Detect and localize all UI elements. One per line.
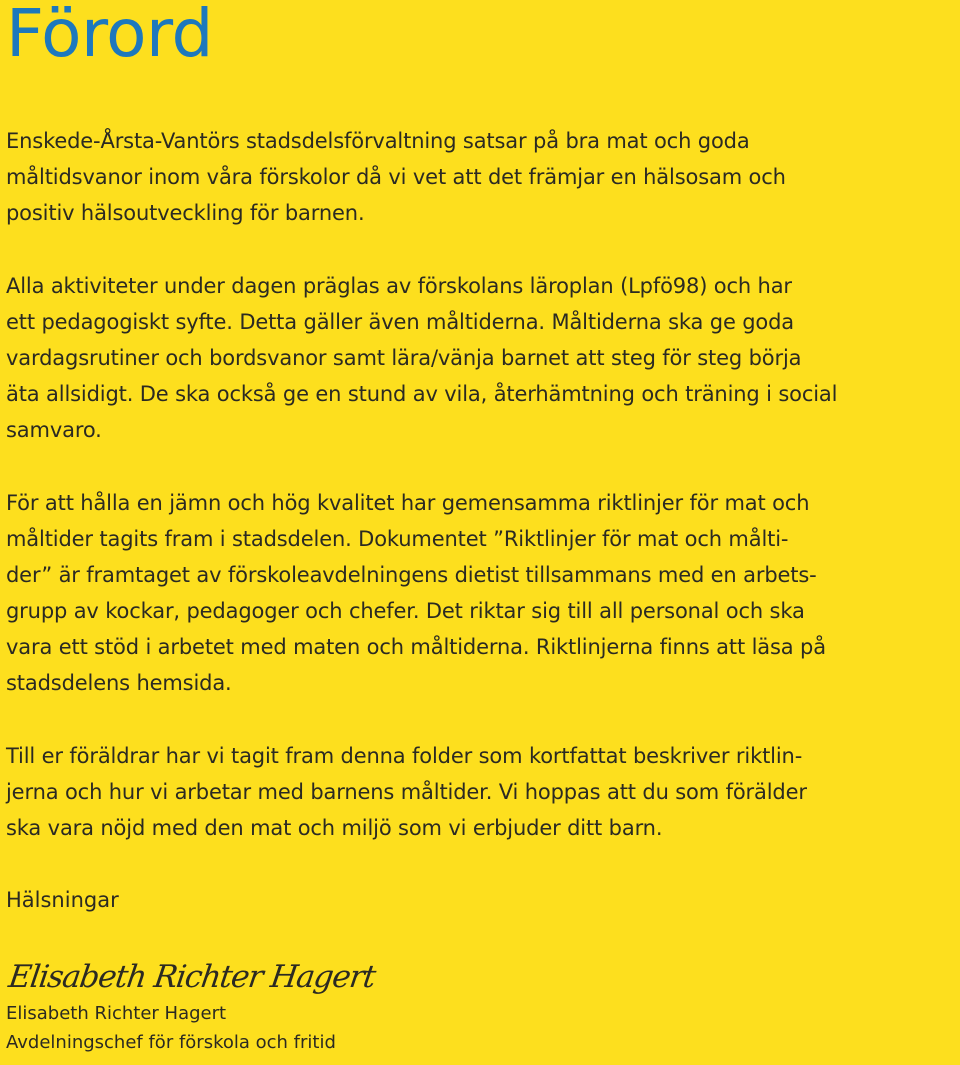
paragraph-line: ska vara nöjd med den mat och miljö som vi erbjuder ditt barn. xyxy=(6,816,663,840)
paragraph-line: Till er föräldrar har vi tagit fram denna folder som kortfattat beskriver riktlin- xyxy=(6,744,803,768)
paragraph-line: Alla aktiviteter under dagen präglas av förskolans läroplan (Lpfö98) och har xyxy=(6,274,792,298)
paragraph-line: positiv hälsoutveckling för barnen. xyxy=(6,201,365,225)
signer-role: Avdelningschef för förskola och fritid xyxy=(6,1032,336,1053)
paragraph-line: För att hålla en jämn och hög kvalitet har gemensamma riktlinjer för mat och xyxy=(6,491,810,515)
greeting: Hälsningar xyxy=(6,888,119,912)
paragraph-parents xyxy=(6,738,807,846)
paragraph-line: vara ett stöd i arbetet med maten och måltiderna. Riktlinjerna finns att läsa på xyxy=(6,635,826,659)
paragraph-line: ett pedagogiskt syfte. Detta gäller även måltiderna. Måltiderna ska ge goda xyxy=(6,310,795,334)
paragraph-line: grupp av kockar, pedagoger och chefer. Det riktar sig till all personal och ska xyxy=(6,599,805,623)
paragraph-line: måltidsvanor inom våra förskolor då vi vet att det främjar en hälsosam och xyxy=(6,165,786,189)
signer-name: Elisabeth Richter Hagert xyxy=(6,1003,227,1024)
paragraph-line: der” är framtaget av förskoleavdelningens dietist tillsammans med en arbets- xyxy=(6,563,817,587)
paragraph-line: vardagsrutiner och bordsvanor samt lära/vänja barnet att steg för steg börja xyxy=(6,346,802,370)
paragraph-line: samvaro. xyxy=(6,418,102,442)
paragraph-line: Enskede-Årsta-Vantörs stadsdelsförvaltning satsar på bra mat och goda xyxy=(6,129,750,153)
paragraph-intro xyxy=(6,123,786,231)
paragraph-line: äta allsidigt. De ska också ge en stund av vila, återhämtning och träning i social xyxy=(6,382,838,406)
handwritten-signature: Elisabeth Richter Hagert xyxy=(6,959,378,995)
paragraph-line: stadsdelens hemsida. xyxy=(6,671,232,695)
page-title: Förord xyxy=(6,0,213,72)
paragraph-curriculum xyxy=(6,268,837,448)
paragraph-line: jerna och hur vi arbetar med barnens måltider. Vi hoppas att du som förälder xyxy=(6,780,807,804)
paragraph-line: måltider tagits fram i stadsdelen. Dokumentet ”Riktlinjer för mat och målti- xyxy=(6,527,789,551)
paragraph-guidelines xyxy=(6,485,826,701)
